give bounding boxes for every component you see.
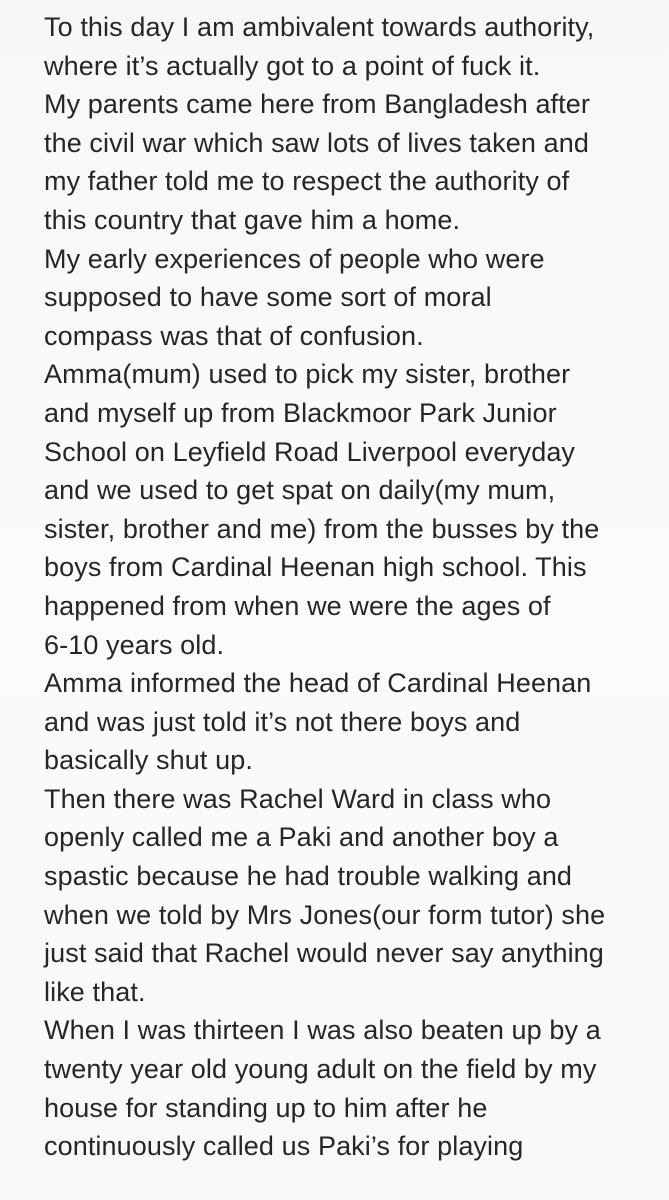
note-line: just said that Rachel would never say anything <box>44 938 604 969</box>
note-line: continuously called us Paki’s for playing <box>44 1131 524 1162</box>
note-line: supposed to have some sort of moral <box>44 282 492 313</box>
note-line: when we told by Mrs Jones(our form tutor) she <box>44 899 606 930</box>
note-line: sister, brother and me) from the busses by the <box>44 513 600 544</box>
note-line: and myself up from Blackmoor Park Junior <box>44 397 557 428</box>
note-line: My early experiences of people who were <box>44 243 545 274</box>
note-line: happened from when we were the ages of <box>44 590 551 621</box>
note-line: School on Leyfield Road Liverpool everyday <box>44 436 576 467</box>
note-line: spastic because he had trouble walking and <box>44 861 573 892</box>
note-line: To this day I am ambivalent towards authority, <box>44 12 595 42</box>
note-line: twenty year old young adult on the field by my <box>44 1054 597 1085</box>
note-line: like that. <box>44 976 146 1007</box>
note-line: When I was thirteen I was also beaten up by a <box>44 1015 601 1046</box>
note-line: the civil war which saw lots of lives taken and <box>44 127 589 158</box>
note-line: basically shut up. <box>44 745 253 776</box>
note-line: openly called me a Paki and another boy a <box>44 822 559 853</box>
note-line: this country that gave him a home. <box>44 204 461 235</box>
note-line: 6-10 years old. <box>44 629 225 660</box>
note-line: My parents came here from Bangladesh after <box>44 89 590 120</box>
note-line: Amma(mum) used to pick my sister, brother <box>44 359 571 390</box>
note-line: Amma informed the head of Cardinal Heenan <box>44 668 592 699</box>
note-line: house for standing up to him after he <box>44 1092 488 1123</box>
note-line: boys from Cardinal Heenan high school. This <box>44 552 587 583</box>
note-line: and was just told it’s not there boys and <box>44 706 521 737</box>
note-line: where it’s actually got to a point of fuck it. <box>44 50 541 81</box>
note-line: my father told me to respect the authority of <box>44 166 570 197</box>
note-line: Then there was Rachel Ward in class who <box>44 783 552 814</box>
note-line: compass was that of confusion. <box>44 320 424 351</box>
note-line: and we used to get spat on daily(my mum, <box>44 475 556 506</box>
